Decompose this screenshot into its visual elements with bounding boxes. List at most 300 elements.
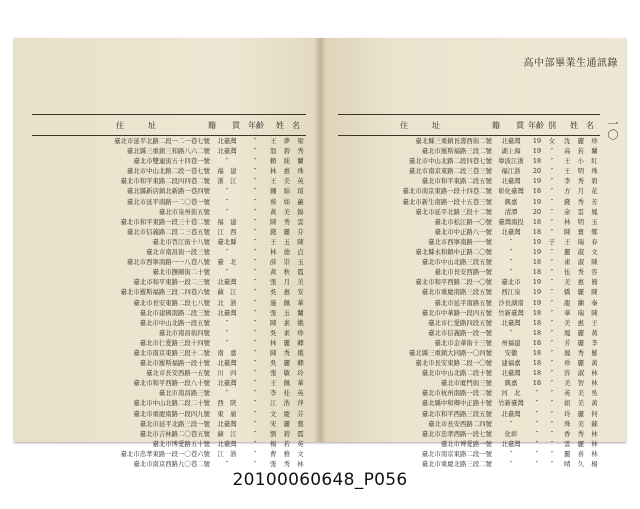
- origin: ″: [509, 258, 513, 267]
- list-item: [32, 227, 306, 237]
- address: 臺北市新生南路一段十五巷三號: [402, 197, 492, 206]
- sex: ″: [550, 449, 554, 458]
- address: 臺北市長安西路一五號: [146, 369, 210, 378]
- origin: 西江泉: [501, 288, 521, 297]
- origin: 福 建: [217, 167, 237, 176]
- list-item: [338, 146, 600, 156]
- student-name: 翁 碧 秀: [270, 147, 304, 156]
- student-name: 鳳 秀 羅: [564, 348, 598, 357]
- age: 19: [532, 177, 542, 186]
- student-name: 芳 麗 李: [564, 338, 598, 347]
- student-name: 江 浩 萍: [270, 399, 304, 408]
- age: 18: [532, 318, 542, 327]
- sex: ″: [550, 399, 554, 408]
- address: 臺北縣三重鎮長壽西街二號: [415, 137, 492, 145]
- list-item: [32, 277, 306, 287]
- list-item: [32, 217, 306, 227]
- address: 臺北市延平南路五號: [434, 298, 492, 307]
- list-item: [32, 156, 306, 166]
- address: 臺北市建國南路二段三號: [139, 308, 210, 317]
- student-name: 陳 素 娥: [270, 318, 304, 327]
- header-age: 年齡: [248, 121, 264, 130]
- right-student-list: [338, 136, 600, 469]
- student-name: 文 慶 芬: [270, 409, 304, 418]
- archive-caption: 20100060648_P056: [232, 470, 408, 490]
- address: 臺北市泉州街五號: [158, 207, 210, 216]
- origin: 彰化臺灣: [498, 187, 524, 196]
- age: 18: [532, 187, 542, 196]
- origin: ″: [225, 389, 229, 398]
- list-item: [338, 287, 600, 297]
- address: 臺北市長安東路二段七八號: [133, 298, 210, 307]
- student-name: 施 佩 華: [270, 298, 304, 307]
- list-item: [32, 388, 306, 398]
- list-item: [338, 237, 600, 247]
- list-item: [32, 328, 306, 338]
- sex: 女: [548, 137, 556, 145]
- list-item: [32, 267, 306, 277]
- origin: 河 北: [501, 389, 521, 398]
- sex: ″: [550, 207, 554, 216]
- list-item: [32, 409, 306, 419]
- age: ″: [253, 399, 257, 408]
- sex: ″: [550, 328, 554, 337]
- age: ″: [535, 419, 539, 428]
- list-item: [32, 368, 306, 378]
- age: ″: [253, 137, 257, 145]
- age: 20: [532, 207, 542, 216]
- student-name: 張 敏 玲: [270, 369, 304, 378]
- origin: 北臺灣: [501, 369, 521, 378]
- sex: ″: [550, 147, 554, 156]
- origin: 南 嘉: [217, 348, 237, 357]
- age: 18: [532, 268, 542, 277]
- age: 19: [532, 248, 542, 257]
- student-name: 晴 久 楊: [564, 460, 598, 468]
- origin: 北臺灣: [217, 419, 237, 428]
- address: 臺北市南京西路九〇巷二號: [133, 460, 210, 468]
- list-item: [32, 308, 306, 318]
- student-name: 吳 素 珍: [270, 328, 304, 337]
- list-item: [338, 267, 600, 277]
- list-item: [338, 348, 600, 358]
- student-name: 林 德 貞: [270, 248, 304, 257]
- address: 臺北市重慶南路一段四九號: [133, 409, 210, 418]
- list-item: [32, 439, 306, 449]
- student-name: 娟 美 黃: [564, 399, 598, 408]
- sex: ″: [550, 308, 554, 317]
- list-item: [32, 398, 306, 408]
- age: ″: [535, 439, 539, 448]
- address: 臺北市南京東路三段十二號: [133, 348, 210, 357]
- list-item: [338, 409, 600, 419]
- list-item: [338, 227, 600, 237]
- list-item: [32, 378, 306, 388]
- student-name: 薛 崇 玉: [270, 258, 304, 267]
- age: ″: [535, 399, 539, 408]
- origin: ″: [509, 419, 513, 428]
- list-item: [338, 378, 600, 388]
- age: ″: [253, 379, 257, 388]
- origin: 州福建: [501, 338, 521, 347]
- address: 臺北縣三重鎮大同路一〇四號: [408, 348, 492, 357]
- address: 臺北市中華路一段四五號: [421, 308, 492, 317]
- student-name: 錢 麗 芬: [270, 227, 304, 236]
- origin: ″: [225, 187, 229, 196]
- origin: 江 浙: [217, 449, 237, 458]
- list-item: [32, 449, 306, 459]
- student-name: 黃 美 錦: [270, 207, 304, 216]
- student-name: 王 小 紅: [564, 157, 598, 166]
- address: 臺北縣永和鎮中正路二〇號: [415, 248, 492, 257]
- list-item: [338, 368, 600, 378]
- list-item: [32, 318, 306, 328]
- student-name: 余 雲 鳳: [564, 207, 598, 216]
- origin: 西 陝: [217, 399, 237, 408]
- address: 臺北市南京東路二段一號: [421, 449, 492, 458]
- list-item: [338, 136, 600, 146]
- age: ″: [535, 460, 539, 468]
- sex: ″: [550, 318, 554, 327]
- age: 19: [532, 197, 542, 206]
- address: 臺北市和平東路一段二三號: [133, 278, 210, 287]
- sex: ″: [550, 298, 554, 307]
- age: ″: [535, 409, 539, 418]
- list-item: [338, 388, 600, 398]
- address: 臺北市博愛路五十號: [152, 439, 210, 448]
- list-item: [32, 429, 306, 439]
- student-name: 李 桂 英: [270, 389, 304, 398]
- sex: ″: [550, 177, 554, 186]
- address: 臺北市重慶北路三段二號: [421, 460, 492, 468]
- address: 臺北市中山北路二段四巷七號: [408, 157, 492, 166]
- origin: 北臺灣: [501, 137, 521, 145]
- list-item: [32, 338, 306, 348]
- list-item: [338, 429, 600, 439]
- address: 臺北市吉林路二〇巷五號: [139, 429, 210, 438]
- student-name: 雲 麗 林: [564, 439, 598, 448]
- age: ″: [253, 278, 257, 287]
- origin: ″: [225, 460, 229, 468]
- origin: 臺北市: [501, 278, 521, 287]
- sex: ″: [550, 348, 554, 357]
- student-name: 陳 寶 鄭: [564, 227, 598, 236]
- origin: ″: [225, 328, 229, 337]
- list-item: [338, 439, 600, 449]
- age: ″: [253, 328, 257, 337]
- origin: 北臺灣: [217, 379, 237, 388]
- student-name: 伍 秀 容: [564, 268, 598, 277]
- age: ″: [253, 197, 257, 206]
- list-item: [338, 277, 600, 287]
- address: 臺北市南昌街四號: [158, 328, 210, 337]
- age: ″: [253, 429, 257, 438]
- age: ″: [535, 449, 539, 458]
- origin: 湖上海: [501, 147, 521, 156]
- student-name: 楊 若 英: [270, 439, 304, 448]
- student-name: 李 秀 碧: [564, 177, 598, 186]
- age: ″: [253, 258, 257, 267]
- origin: ″: [509, 449, 513, 458]
- student-name: 沈 麗 珍: [564, 137, 598, 145]
- origin: ″: [509, 268, 513, 277]
- origin: 東 廣: [217, 409, 237, 418]
- sex: ″: [550, 248, 554, 257]
- student-name: 林 惠 珠: [270, 167, 304, 176]
- address: 臺北市杭州南路一段二號: [421, 389, 492, 398]
- list-item: [338, 156, 600, 166]
- address: 臺北市延平北路三段十二號: [415, 207, 492, 216]
- sex: 子: [548, 237, 556, 246]
- age: 19: [532, 237, 542, 246]
- address: 臺北市中山北路二段二十號: [133, 399, 210, 408]
- list-item: [32, 186, 306, 196]
- scanned-book-spread: [14, 38, 626, 468]
- list-item: [338, 207, 600, 217]
- address: 臺北縣新店鎮北新路一巷四號: [126, 187, 210, 196]
- address: 臺北市延平北路二段一二一巷七號: [114, 137, 210, 145]
- address: 臺北市廈門街三號: [440, 379, 492, 388]
- student-name: 林 麗 卿: [270, 338, 304, 347]
- origin: ″: [225, 268, 229, 277]
- student-name: 蔡 如 蕙: [270, 197, 304, 206]
- age: ″: [253, 147, 257, 156]
- origin: 福江浙: [501, 167, 521, 176]
- student-name: 王 佩 華: [270, 379, 304, 388]
- student-name: 吳 惠 安: [270, 288, 304, 297]
- sex: ″: [550, 460, 554, 468]
- list-item: [32, 176, 306, 186]
- list-item: [338, 197, 600, 207]
- address: 臺北市和平西路二段一〇號: [415, 278, 492, 287]
- origin: 川 四: [217, 369, 237, 378]
- origin: ″: [225, 157, 229, 166]
- origin: 寧波江浙: [498, 157, 524, 166]
- origin: 竹新臺灣: [498, 399, 524, 408]
- origin: 北臺灣: [217, 308, 237, 317]
- age: 19: [532, 137, 542, 145]
- header-age: 年齡: [528, 121, 544, 130]
- list-item: [338, 247, 600, 257]
- age: ″: [253, 187, 257, 196]
- address: 臺北市中山北路二段一巷七號: [126, 167, 210, 176]
- address: 臺北市忠孝東路一段一〇巷六號: [120, 449, 210, 458]
- origin: 沙長湖南: [498, 298, 524, 307]
- origin: 福 建: [217, 217, 237, 226]
- age: ″: [253, 167, 257, 176]
- age: 19: [532, 288, 542, 297]
- age: ″: [253, 419, 257, 428]
- address: 臺北市延平北路三段一號: [139, 419, 210, 428]
- age: ″: [253, 449, 257, 458]
- list-item: [32, 136, 306, 146]
- origin: ″: [225, 248, 229, 257]
- header-name: 姓 名: [570, 121, 594, 130]
- address: 臺北市長安西路二四號: [428, 419, 492, 428]
- sex: ″: [550, 389, 554, 398]
- age: 18: [532, 348, 542, 357]
- list-item: [338, 166, 600, 176]
- age: ″: [253, 359, 257, 368]
- address: 臺北市博愛路一號: [440, 439, 492, 448]
- address: 臺北市西寧南路一一八巷八號: [126, 258, 210, 267]
- age: ″: [253, 288, 257, 297]
- origin: 建福嘉: [501, 359, 521, 368]
- origin: 北臺灣: [217, 147, 237, 156]
- age: 20: [532, 167, 542, 176]
- student-name: 張 月 美: [270, 278, 304, 287]
- sex: ″: [550, 157, 554, 166]
- book-spine: [314, 38, 326, 442]
- address: 臺北市信義路二段二三巷五號: [126, 227, 210, 236]
- age: 19: [532, 298, 542, 307]
- origin: 北臺灣: [217, 137, 237, 145]
- student-name: 陳 秀 雲: [270, 217, 304, 226]
- age: 18: [532, 308, 542, 317]
- origin: 安徽: [504, 348, 518, 357]
- age: 18: [532, 217, 542, 226]
- list-item: [32, 358, 306, 368]
- list-item: [32, 237, 306, 247]
- age: 18: [532, 369, 542, 378]
- list-item: [338, 318, 600, 328]
- student-name: 王 瑞 春: [564, 237, 598, 246]
- origin: 臺灣南投: [498, 217, 524, 226]
- address: 臺北市和平東路一段三十巷二號: [120, 217, 210, 226]
- age: 18: [532, 379, 542, 388]
- address: 臺北縣三重鎮三和路八六二號: [126, 147, 210, 156]
- age: ″: [253, 227, 257, 236]
- student-name: 香 秀 林: [564, 429, 598, 438]
- origin: 北臺灣: [217, 278, 237, 287]
- student-name: 美 智 林: [564, 379, 598, 388]
- age: ″: [253, 338, 257, 347]
- student-name: 珍 麗 黃: [564, 359, 598, 368]
- origin: 北臺灣: [217, 359, 237, 368]
- address: 臺北市和平東路二段四四巷二號: [120, 177, 210, 186]
- list-item: [338, 459, 600, 469]
- origin: 蘇 江: [217, 429, 237, 438]
- address: 臺北市羅斯福路一段十號: [139, 359, 210, 368]
- sex: ″: [550, 338, 554, 347]
- address: 臺北市羅斯福路三段二號: [421, 147, 492, 156]
- student-name: 龍 蘭 秦: [564, 298, 598, 307]
- origin: 北臺灣: [501, 318, 521, 327]
- sex: ″: [550, 369, 554, 378]
- sex: ″: [550, 419, 554, 428]
- list-item: [338, 419, 600, 429]
- student-name: 錢 秀 芳: [564, 197, 598, 206]
- header-origin: 籍 貫: [492, 121, 524, 130]
- age: ″: [253, 409, 257, 418]
- list-item: [338, 186, 600, 196]
- sex: ″: [550, 429, 554, 438]
- origin: 北臺灣: [501, 409, 521, 418]
- list-item: [32, 459, 306, 469]
- list-item: [338, 398, 600, 408]
- list-item: [32, 419, 306, 429]
- age: 18: [532, 258, 542, 267]
- right-table-header: [338, 114, 600, 136]
- origin: 北臺灣: [217, 439, 237, 448]
- address: 臺北市羅斯福路三段二四巷六號: [120, 288, 210, 297]
- address: 臺北市延平南路一二〇巷一號: [126, 197, 210, 206]
- age: 18: [532, 328, 542, 337]
- address: 臺北市忠孝西路一段七號: [421, 429, 492, 438]
- student-name: 珠 美 蘇: [564, 419, 598, 428]
- address: 臺北市仁愛路四段五號: [428, 318, 492, 327]
- list-item: [338, 217, 600, 227]
- student-name: 方 月 花: [564, 187, 598, 196]
- left-page: [14, 38, 320, 468]
- sex: ″: [550, 227, 554, 236]
- address: 臺北市晉江街十八號: [152, 237, 210, 246]
- header-sex: 別: [548, 121, 556, 130]
- student-name: 曹 雅 文: [270, 449, 304, 458]
- address: 臺北市南昌街一段三號: [146, 248, 210, 257]
- list-item: [32, 207, 306, 217]
- age: ″: [253, 268, 257, 277]
- page-number: 一〇: [606, 118, 619, 140]
- address: 臺北縣中和鄉中正路十號: [421, 399, 492, 408]
- age: ″: [535, 389, 539, 398]
- age: ″: [253, 237, 257, 246]
- age: 18: [532, 359, 542, 368]
- origin: ″: [225, 318, 229, 327]
- left-table-header: [32, 114, 306, 136]
- sex: ″: [550, 217, 554, 226]
- origin: 蘇 江: [217, 288, 237, 297]
- address: 臺北市和平西路三段五號: [421, 409, 492, 418]
- student-name: 華 瑞 陳: [564, 308, 598, 317]
- page-title: 高中部畢業生通訊錄: [523, 58, 618, 69]
- list-item: [338, 308, 600, 318]
- student-name: 黃 秋 霞: [270, 268, 304, 277]
- list-item: [338, 358, 600, 368]
- address: 臺北市南昌路三號: [158, 389, 210, 398]
- header-name: 姓 名: [276, 121, 300, 130]
- sex: ″: [550, 409, 554, 418]
- age: ″: [535, 429, 539, 438]
- student-name: 陳 秀 娥: [270, 348, 304, 357]
- student-name: 吳 麗 卿: [270, 359, 304, 368]
- student-name: 王 夢 梁: [270, 137, 304, 145]
- student-name: 鍾 綿 瑄: [270, 187, 304, 196]
- list-item: [32, 247, 306, 257]
- list-item: [338, 338, 600, 348]
- list-item: [32, 166, 306, 176]
- header-origin: 籍 貫: [208, 121, 240, 130]
- student-name: 美 惠 簡: [564, 278, 598, 287]
- origin: 興嘉: [504, 379, 518, 388]
- list-item: [338, 449, 600, 459]
- address: 臺北市中山北路一段五號: [139, 318, 210, 327]
- list-item: [338, 257, 600, 267]
- origin: ″: [509, 237, 513, 246]
- student-name: 玲 麗 何: [564, 409, 598, 418]
- origin: 浙 江: [217, 177, 237, 186]
- sex: ″: [550, 278, 554, 287]
- address: 臺北市雙連街五十四巷一號: [133, 157, 210, 166]
- origin: 化彰: [504, 429, 518, 438]
- header-address: 住 址: [116, 121, 156, 130]
- sex: ″: [550, 258, 554, 267]
- origin: ″: [509, 248, 513, 257]
- student-name: 林 明 玉: [564, 217, 598, 226]
- address: 臺北市中山北路二段十號: [421, 369, 492, 378]
- origin: 竹新臺灣: [498, 308, 524, 317]
- list-item: [32, 298, 306, 308]
